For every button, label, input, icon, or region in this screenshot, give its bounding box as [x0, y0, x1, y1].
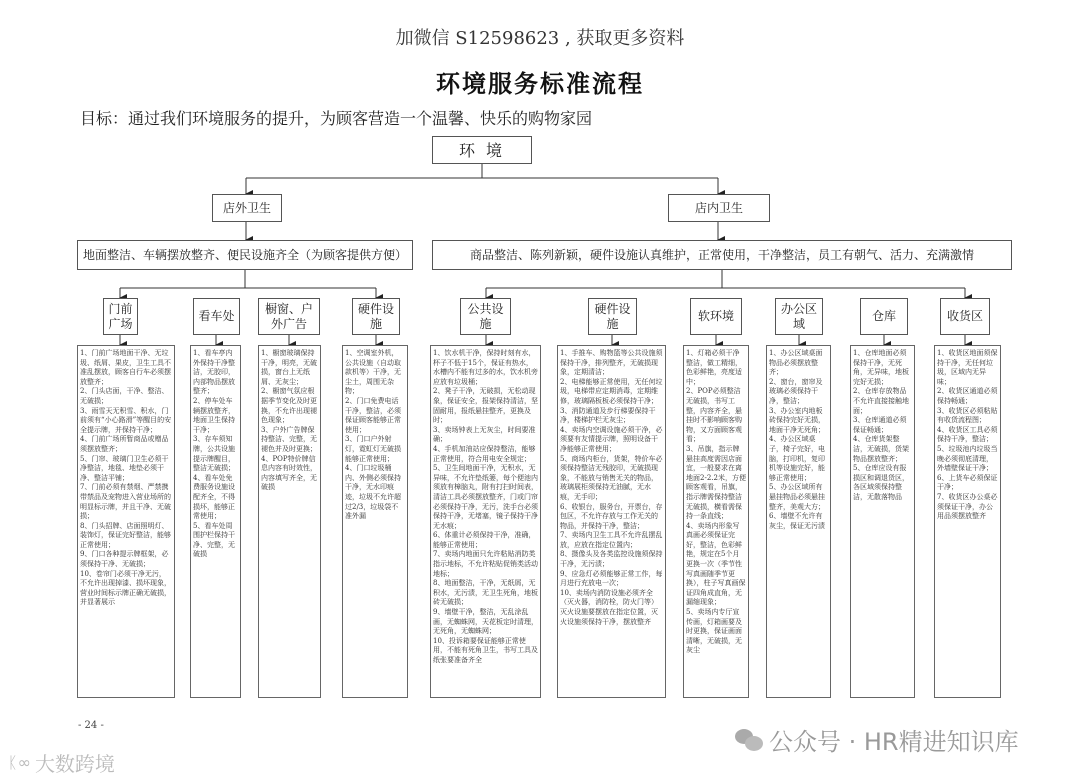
standard-item: 1、仓库地面必须保持干净，无死角，无异味，地板完好无损；: [853, 349, 909, 386]
standard-item: 8、摄像头及各类监控设施须保持干净，无污渍；: [560, 550, 663, 569]
standard-item: 7、卖场内地面只允许粘贴消防类指示地标，不允许粘贴促销类活动地标；: [433, 550, 538, 578]
standard-item: 5、卖场内专厅宣传画，灯箱画要及时更换，保证画面清晰，无破损，无灰尘: [686, 608, 742, 655]
standard-item: 2、POP必须整洁无破损，书写工整，内容齐全，悬挂时不影响顾客购物，又方面顾客观看；: [686, 387, 742, 444]
category-node: 门前广场: [103, 298, 138, 335]
category-node: 仓库: [860, 298, 908, 335]
standard-item: 4、看车处免费服务设施设配齐全，不得损坏，能够正常使用；: [193, 473, 235, 521]
standards-list: [342, 345, 408, 698]
category-node: 硬件设施: [588, 298, 637, 335]
inside-summary: 商品整洁、陈列新颖，硬件设施认真维护，正常使用，干净整洁，员工有朝气、活力、充满激情: [432, 240, 1012, 270]
standard-item: 8、门头招牌、店面照明灯、装饰灯，保证完好整洁，能够正常使用；: [80, 521, 171, 549]
standard-item: 5、办公区域所有悬挂物品必须悬挂整齐，美观大方；: [769, 483, 825, 511]
root-node-environment: 环 境: [432, 136, 532, 164]
standards-list: [430, 345, 541, 698]
standards-list: [850, 345, 915, 698]
standard-item: 5、商场内柜台，货架，特价车必须保持整洁无残胶印，无破损现象，不能放与销售无关的物品，玻璃展柜须保持无油腻，无水痕，无手印；: [560, 454, 663, 501]
standard-item: 6、上货车必须保证干净；: [937, 473, 998, 492]
standard-item: 4、卖场内空调设施必须干净，必须要有友情提示牌，照明设备干净能够正常使用；: [560, 425, 663, 453]
standard-item: 8、地面整洁，干净，无纸屑，无积水，无污渍，无卫生死角，地板砖无破损；: [433, 579, 538, 607]
standard-item: 4、POP特价牌信息内容有时效性，内容填写齐全，无破损: [261, 454, 317, 492]
standard-item: 1、灯箱必须干净整洁，做工精细，色彩鲜艳，亮度适中；: [686, 349, 742, 386]
category-node: 看车处: [193, 298, 240, 335]
standard-item: 1、看车亭内外保持干净整洁，无胶印，内部物品摆放整齐；: [193, 349, 235, 396]
category-node: 办公区域: [775, 298, 823, 335]
standard-item: 7、卖场内卫生工具不允许乱摆乱放，应放在指定位置内；: [560, 531, 663, 549]
node-inside-hygiene: 店内卫生: [668, 194, 770, 222]
standard-item: 5、看车处周围护栏保持干净、完整，无破损: [193, 521, 235, 559]
standard-item: 5、仓库应设有报损区和调退货区，各区域须保持整洁，无散落物品: [853, 464, 909, 501]
category-node: 硬件设施: [352, 298, 400, 335]
standard-item: 3、仓库通道必须保证畅通；: [853, 416, 907, 434]
category-node: 收货区: [940, 298, 990, 335]
watermark-brand: [8, 748, 115, 777]
standard-item: 2、停车处车辆摆放整齐，地面卫生保持干净；: [193, 396, 235, 434]
brand-logo-icon: ᛕ∞: [8, 753, 31, 772]
standard-item: 1、饮水机干净，保持时刻有水，杯子不低于15个，保证有热水，水槽内不能有过多的水，饮水机旁应放有垃圾桶；: [433, 349, 538, 386]
standards-list: [934, 345, 1001, 698]
standard-item: 3、存车须知牌，公共设施提示牌醒目，整洁无破损；: [193, 435, 235, 473]
standard-item: 3、收货区必须粘贴有收货流程图；: [937, 406, 998, 425]
standards-list: [557, 345, 666, 698]
standard-item: 1、办公区域桌面物品必须摆放整齐；: [769, 349, 823, 377]
standard-item: 1、门前广场地面干净、无垃圾、纸屑、果皮，卫生工具不准乱摆放，顾客自行车必须摆放整齐；: [80, 349, 171, 386]
standard-item: 1、收货区地面须保持干净，无任何垃圾，区域内无异味；: [937, 349, 998, 386]
standard-item: 2、橱窗气氛应根据季节变化及时更换，不允许出现褪色现象；: [261, 387, 317, 425]
standards-list: [190, 345, 241, 698]
standard-item: 1、橱窗玻璃保持干净，明亮，无破损，窗台上无纸屑、无灰尘；: [261, 349, 317, 386]
watermark-wechat: [735, 722, 1019, 757]
standard-item: 4、门前广场所暂商品或赠品须摆放整齐；: [80, 435, 169, 453]
watermark-left-text: 大数跨境: [34, 752, 115, 776]
standard-item: 2、窗台，窗帘及玻璃必须保持干净，整洁；: [769, 377, 823, 405]
standard-item: 4、办公区域桌子，椅子完好，电脑，打印机，复印机等设施完好，能够正常使用；: [769, 435, 825, 482]
outside-summary: 地面整洁、车辆摆放整齐、便民设施齐全（为顾客提供方便）: [77, 240, 413, 270]
standard-item: 3、雨雪天无积雪、积水，门前须有“小心路滑”等醒目的安全提示牌，并保持干净；: [80, 406, 172, 434]
standard-item: 2、门口免费电话干净，整洁，必须保证顾客能够正常使用；: [345, 396, 401, 434]
standard-item: 4、卖场内形象写真画必须保证完好，整洁，色彩鲜艳，规定在5个月更换一次（季节性写真画随季节更换），柱子写真画保证四角成直角，无漏缩现象；: [686, 521, 746, 607]
standard-item: 3、门口户外射灯，霓虹灯无破损能够正常使用；: [345, 435, 401, 463]
standard-item: 10、卷帘门必须干净无污，不允许出现掉漆、损坏现象，营业时间标示牌正确无破损，并显著展示: [80, 569, 171, 607]
standard-item: 10、卖场内消防设施必须齐全（灭火器，消防栓，防火门等）灭火设施要摆放在指定位置，灭火设施须保持干净，摆放整齐: [560, 588, 658, 626]
wechat-contact-note: 加微信 S12598623 , 获取更多资料: [395, 28, 685, 49]
page-number: - 24 -: [78, 720, 104, 731]
standard-item: 9、门口各种提示牌框架，必须保持干净、无破损；: [80, 550, 169, 569]
standard-item: 2、仓库存放物品不允许直接接触地面；: [853, 387, 909, 415]
standard-item: 3、卖场钟表上无灰尘，时间要准确；: [433, 425, 536, 444]
standards-list: [258, 345, 321, 698]
standard-item: 7、门前必须有禁烟、严禁携带禁品及宠物进入营业场所的明显标示牌，并且干净、无破损；: [80, 483, 171, 521]
category-node: 软环境: [690, 298, 742, 335]
standard-item: 5、垃圾池内垃圾当晚必须彻底清理，外墙壁保证干净；: [937, 444, 998, 473]
standard-item: 4、仓库货架整洁，无破损，货架物品摆放整齐；: [853, 435, 909, 463]
standard-item: 6、墙壁不允许有灰尘，保证无污渍: [769, 512, 825, 530]
standard-item: 6、收银台，服务台，开票台，存包区，不允许存放与工作无关的物品，并保持干净，整洁；: [560, 502, 663, 530]
watermark-right-text: 公众号 · HR精进知识库: [769, 728, 1019, 756]
standard-item: 9、应急灯必须能够正常工作，每月进行充放电一次；: [560, 569, 663, 588]
standard-item: 5、卫生间地面干净，无积水，无异味，不允许垫纸篓，每个便池内须放有樟脑丸，附有打扫时间表，清洁工具必须摆放整齐，门或门帘必须保持干净，无污，洗手台必须保持干净，无堵塞，镜子保持干净无水痕；: [433, 464, 538, 530]
page-title: 环境服务标准流程: [436, 69, 644, 98]
standard-item: 3、办公室内地板砖保持完好无损，地面干净无死角；: [769, 406, 825, 434]
node-outside-hygiene: 店外卫生: [212, 194, 282, 222]
standard-item: 3、户外广告牌保持整洁、完整，无褪色并及时更换；: [261, 425, 317, 453]
standard-item: 1、空调室外机，公共设施（自动取款机等）干净，无尘土，周围无杂物；: [345, 349, 401, 396]
standard-item: 2、收货区通道必须保持畅通；: [937, 387, 998, 405]
standard-item: 4、手机加油站应保持整洁，能够正常使用，符合用电安全规定；: [433, 444, 536, 463]
standard-item: 1、手推车、购物篮等公共设施须保持干净，排列整齐，无破损现象，定期清洁；: [560, 349, 663, 377]
standard-item: 2、门头店面，干净、整洁、无破损；: [80, 387, 169, 405]
standard-item: 5、门帘、玻璃门卫生必须干净整洁，地毯、地垫必须干净、整洁平铺；: [80, 454, 169, 482]
goal-statement: 目标：通过我们环境服务的提升，为顾客营造一个温馨、快乐的购物家园: [80, 109, 593, 128]
standard-item: 3、消防通道及步行梯要保持干净，楼梯护栏无灰尘；: [560, 406, 656, 425]
standard-item: 9、墙壁干净，整洁，无乱涂乱画，无蜘蛛网，天花板定时清理，无死角，无蜘蛛网；: [433, 608, 538, 636]
standard-item: 4、收货区工具必须保持干净，整洁；: [937, 425, 998, 444]
standard-item: 10、投诉箱要保证能够正常使用，不能有死角卫生，书写工具及纸张要准备齐全: [433, 636, 538, 664]
standard-item: 2、凳子干净，无破损，无松动现象，保证安全，报架保持清洁，坚固耐用，报纸悬挂整齐，更换及时；: [433, 387, 538, 425]
category-node: 公共设施: [460, 298, 511, 335]
standards-list: [683, 345, 749, 698]
standard-item: 7、收货区办公桌必须保证干净，办公用品须摆放整齐: [937, 492, 998, 521]
standard-item: 4、门口垃圾桶内、外侧必须保持干净，无水印痕迹，垃圾不允许超过2/3，垃圾袋不准外漏: [345, 464, 401, 521]
standard-item: 3、吊旗，指示牌悬挂高度需因店面宜，一般要求在离地面2-2.2米，方便顾客观看，吊旗，指示牌需保持整洁无破损，横看需保持一条直线；: [686, 444, 746, 521]
standards-list: [766, 345, 831, 698]
category-node: 橱窗、户外广告: [258, 298, 320, 335]
wechat-icon: [735, 729, 763, 751]
standards-list: [77, 345, 175, 698]
standard-item: 2、电梯能够正常使用，无任何垃圾，电梯带应定期消毒，定期维修，玻璃隔板板必须保持干净；: [560, 377, 663, 405]
standard-item: 6、体重计必须保持干净，准确，能够正常使用；: [433, 531, 536, 549]
